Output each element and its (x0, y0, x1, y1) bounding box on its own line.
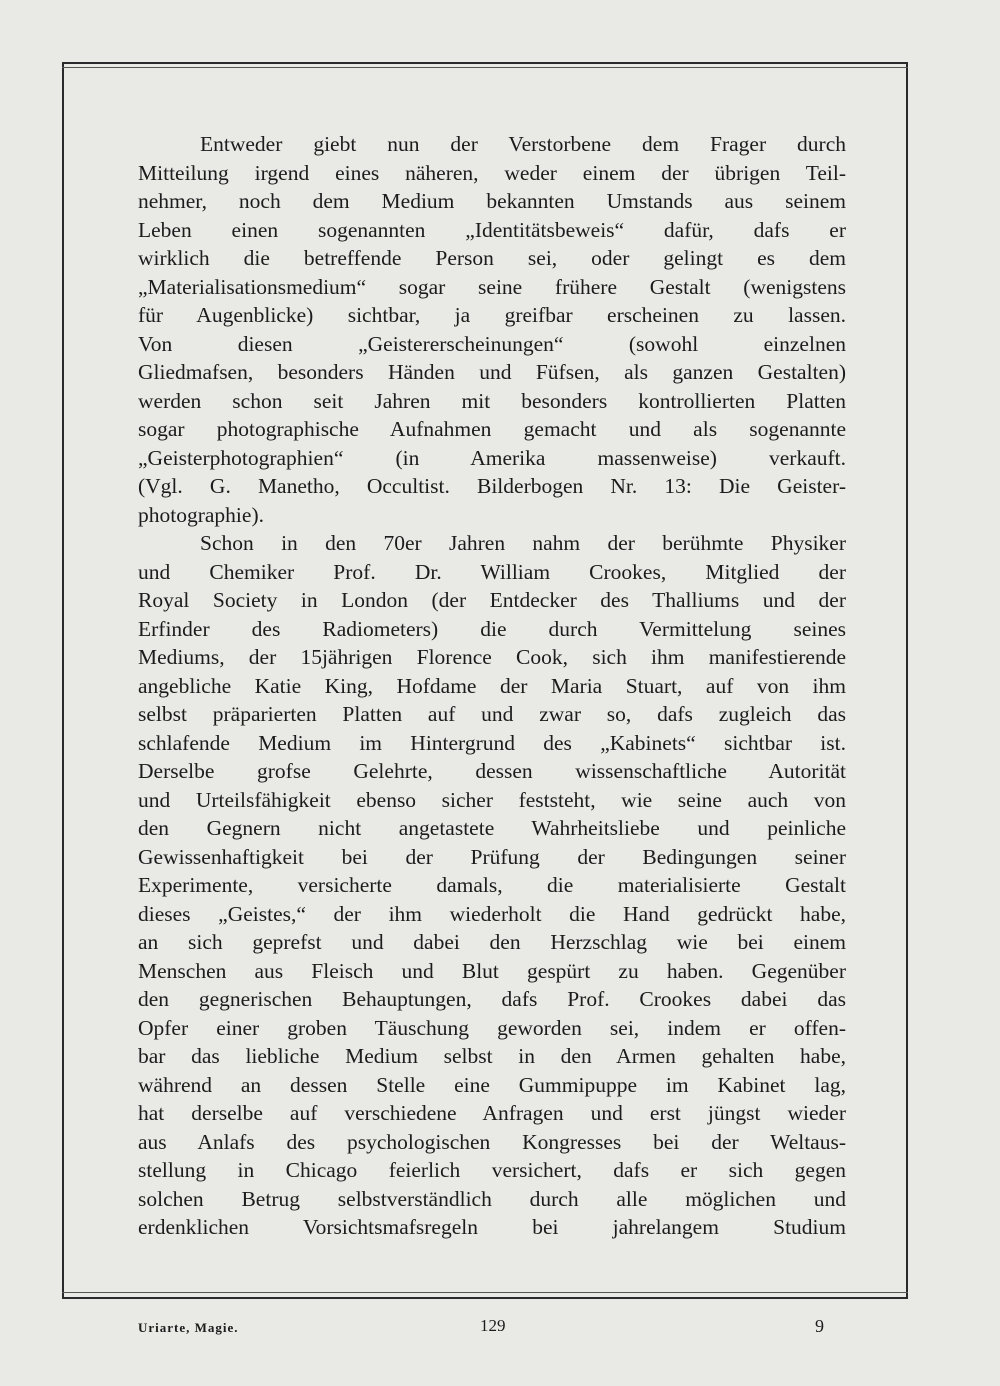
text-line: werden schon seit Jahren mit besonders kontrollierten Platten (138, 388, 846, 413)
text-line: an sich geprefst und dabei den Herzschlag wie bei einem (138, 930, 846, 954)
text-line: „Materialisationsmedium“ sogar seine frühere Gestalt (wenigstens (138, 274, 846, 299)
text-line: angebliche Katie King, Hofdame der Maria Stuart, auf von ihm (138, 673, 846, 698)
text-line: erdenklichen Vorsichtsmafsregeln bei jahrelangem Studium (138, 1215, 846, 1239)
text-line: und Urteilsfähigkeit ebenso sicher feststeht, wie seine auch von (138, 787, 846, 812)
signature-mark: Uriarte, Magie. (138, 1320, 239, 1335)
text-line: schlafende Medium im Hintergrund des „Kabinets“ sichtbar ist. (138, 730, 846, 755)
text-line: wirklich die betreffende Person sei, oder gelingt es dem (138, 246, 846, 270)
text-line: Von diesen „Geistererscheinungen“ (sowohl einzelnen (138, 331, 846, 356)
text-line: und Chemiker Prof. Dr. William Crookes, Mitglied der (138, 559, 846, 584)
text-line: Mediums, der 15jährigen Florence Cook, sich ihm manifestierende (138, 645, 846, 669)
text-line: stellung in Chicago feierlich versichert, dafs er sich gegen (138, 1158, 846, 1182)
text-line: (Vgl. G. Manetho, Occultist. Bilderbogen Nr. 13: Die Geister- (138, 474, 846, 498)
page-number: 129 (480, 1316, 506, 1335)
text-line: Opfer einer groben Täuschung geworden sei, indem er offen- (138, 1015, 846, 1040)
text-line: Entweder giebt nun der Verstorbene dem Frager durch (200, 132, 846, 156)
text-line: Erfinder des Radiometers) die durch Vermittelung seines (138, 616, 846, 641)
text-line: Derselbe grofse Gelehrte, dessen wissenschaftliche Autorität (138, 759, 846, 783)
text-line: photographie). (138, 502, 264, 527)
body-text (138, 130, 846, 1242)
text-line: Schon in den 70er Jahren nahm der berühmte Physiker (200, 531, 846, 555)
text-line: aus Anlafs des psychologischen Kongresses bei der Weltaus- (138, 1129, 846, 1154)
text-line: sogar photographische Aufnahmen gemacht und als sogenannte (138, 417, 846, 441)
page-footer (138, 1316, 846, 1346)
page-border-bottom-rule (62, 1292, 908, 1293)
text-line: den gegnerischen Behauptungen, dafs Prof. Crookes dabei das (138, 987, 846, 1011)
text-line: den Gegnern nicht angetastete Wahrheitsliebe und peinliche (138, 816, 846, 840)
text-line: Royal Society in London (der Entdecker des Thalliums und der (138, 588, 846, 612)
text-line: Leben einen sogenannten „Identitätsbeweis“ dafür, dafs er (138, 217, 846, 242)
text-line: „Geisterphotographien“ (in Amerika massenweise) verkauft. (138, 445, 846, 470)
text-line: bar das liebliche Medium selbst in den Armen gehalten habe, (138, 1044, 846, 1068)
text-line: während an dessen Stelle eine Gummipuppe im Kabinet lag, (138, 1072, 846, 1097)
text-line: nehmer, noch dem Medium bekannten Umstands aus seinem (138, 189, 846, 213)
page-border-top-rule (62, 67, 908, 68)
text-line: für Augenblicke) sichtbar, ja greifbar erscheinen zu lassen. (138, 303, 846, 327)
text-line: Mitteilung irgend eines näheren, weder einem der übrigen Teil- (138, 160, 846, 185)
text-line: selbst präparierten Platten auf und zwar so, dafs zugleich das (138, 702, 846, 726)
text-line: dieses „Geistes,“ der ihm wiederholt die Hand gedrückt habe, (138, 901, 846, 926)
text-line: Gliedmafsen, besonders Händen und Füfsen, als ganzen Gestalten) (138, 360, 846, 384)
text-line: solchen Betrug selbstverständlich durch alle möglichen und (138, 1186, 846, 1211)
sheet-number: 9 (815, 1316, 824, 1336)
text-line: hat derselbe auf verschiedene Anfragen und erst jüngst wieder (138, 1101, 846, 1125)
text-line: Menschen aus Fleisch und Blut gespürt zu haben. Gegenüber (138, 958, 846, 983)
text-line: Gewissenhaftigkeit bei der Prüfung der Bedingungen seiner (138, 844, 846, 869)
text-line: Experimente, versicherte damals, die materialisierte Gestalt (138, 873, 846, 897)
